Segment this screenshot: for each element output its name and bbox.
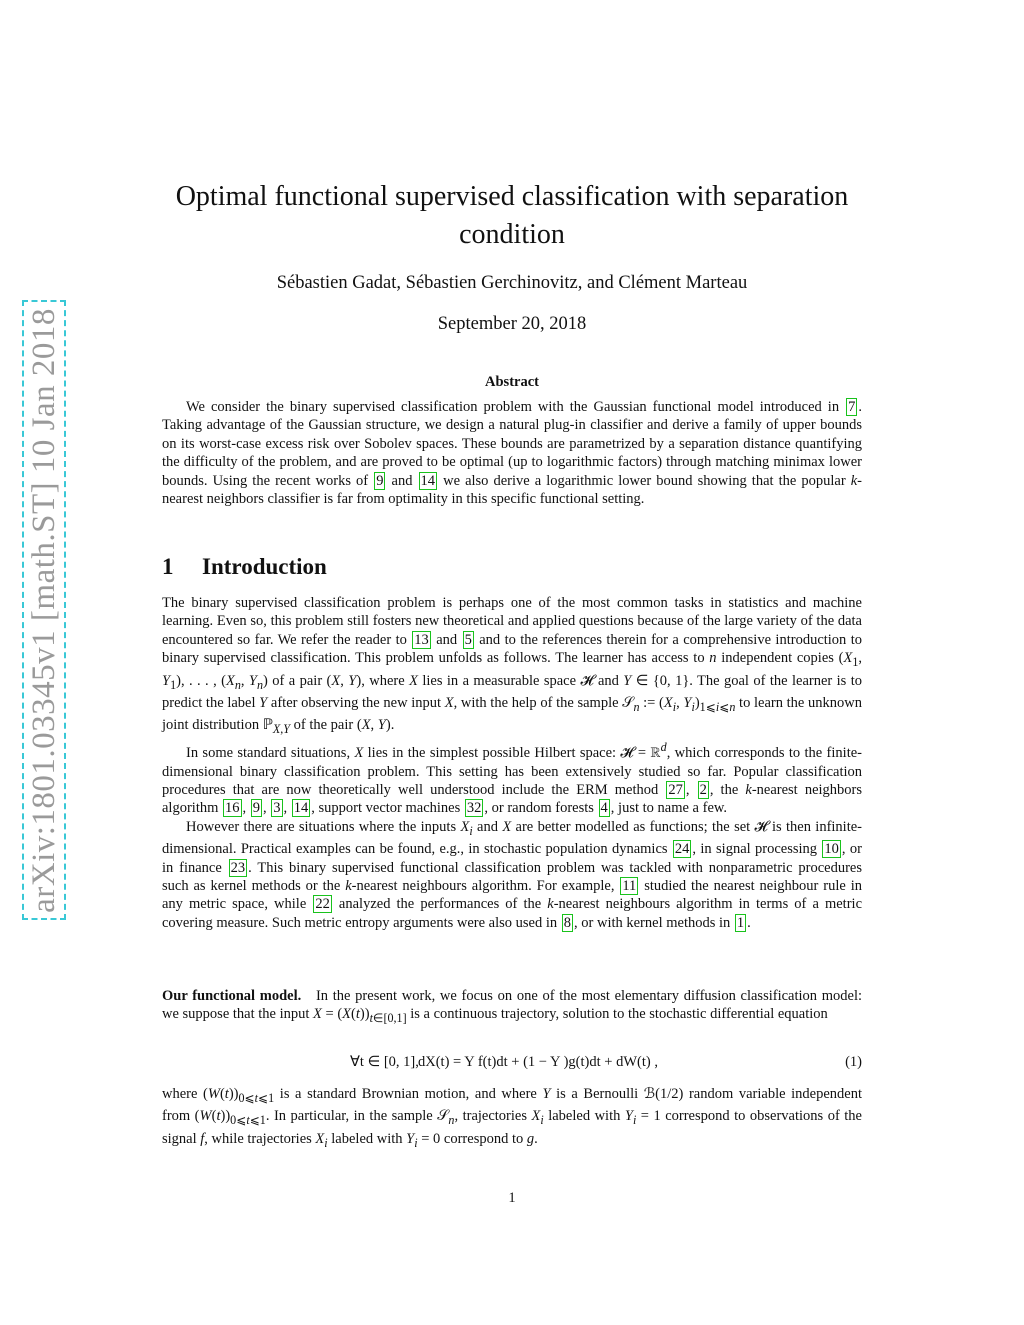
section-heading: [162, 554, 862, 580]
equation-lhs: ∀t ∈ [0, 1],: [350, 1054, 419, 1070]
citation-link[interactable]: 9: [376, 472, 384, 489]
citation-link[interactable]: 7: [848, 399, 856, 415]
paper-title: [162, 178, 862, 254]
citation-link[interactable]: 1: [736, 914, 745, 931]
model-description: [162, 1085, 862, 1152]
runin-heading: Our functional model.: [162, 988, 302, 1004]
paper-authors: Sébastien Gadat, Sébastien Gerchinovitz, and Clément Marteau: [276, 273, 748, 293]
paragraph: However there are situations where the inputs $X_i$ and X are better modelled as functions; the set 𝓗 is then infinite-dimensional. Practical examples can be found, e.g., in stochastic population dynamics 24 , in signal processing 10 , or in finance 23 . This binary supervised functional classification problem was tackled with nonparametric procedures such as kernel methods or the k-nearest neighbours algorithm. For example, 11 studied the nearest neighbour rule in any metric space, while 22 analyzed the performances of the k-nearest neighbours algorithm in terms of a metric covering measure. Such metric entropy arguments were also used in 8 , or with kernel methods in 1 .: [162, 818, 863, 931]
equation-number: (1): [845, 1054, 862, 1070]
citation-link[interactable]: 9: [252, 800, 261, 817]
citation-link[interactable]: 32: [466, 800, 482, 817]
citation-link[interactable]: 2: [699, 782, 707, 799]
equation-rhs: dX(t) = Y f(t)dt + (1 − Y )g(t)dt + dW(t) ,: [418, 1054, 658, 1070]
citation-link[interactable]: 4: [600, 800, 608, 817]
citation-link[interactable]: 27: [668, 782, 683, 799]
arxiv-stamp[interactable]: [22, 300, 66, 920]
arxiv-stamp-text: arXiv:1801.03345v1 [math.ST] 10 Jan 2018: [25, 307, 62, 913]
paper-date: September 20, 2018: [437, 314, 587, 334]
functional-model-body: [162, 987, 862, 1028]
citation-link[interactable]: 14: [420, 472, 436, 489]
paragraph: The binary supervised classification problem is perhaps one of the most common tasks in statistics and machine learning. Even so, this problem still fosters new theoretical and applied questions because of the large variety of the data encountered so far. We refer the reader to 13 and 5 and to the references therein for a comprehensive introduction to binary supervised classification. This problem unfolds as follows. The learner has access to n independent copies ($X_1$, $Y_1$), . . . , ($X_n$, $Y_n$) of a pair (X, Y), where X lies in a measurable space 𝓗 and Y ∈ {0, 1}. The goal of the learner is to predict the label Y after observing the new input X, with the help of the sample 𝒮$_n$ := ($X_i$, $Y_i)_{1⩽i⩽n}$ to learn the unknown joint distribution ℙ$_{X,Y}$ of the pair (X, Y).: [162, 595, 863, 736]
paper-title-line1: Optimal functional supervised classification with separation: [175, 181, 849, 212]
citation-link[interactable]: 10: [824, 841, 839, 858]
citation-link[interactable]: 23: [230, 859, 246, 876]
citation-link[interactable]: 13: [414, 631, 429, 648]
abstract-heading: Abstract: [485, 374, 539, 390]
citation-link[interactable]: 8: [563, 914, 572, 931]
page-number: 1: [508, 1190, 516, 1206]
paragraph: Our functional model. In the present work, we focus on one of the most elementary diffusion classification model: we suppose that the input $X = (X(t))_{t\in[0,1]}$ is a continuous trajectory, solution to the stochastic differential equation: [162, 988, 863, 1026]
citation-link[interactable]: 5: [464, 631, 472, 648]
paragraph: In some standard situations, X lies in the simplest possible Hilbert space: 𝓗 = ℝ$^d$, which corresponds to the finite-dimensional binary classification problem. This setting has been extensively studied so far. Popular classification procedures that are now theoretically well understood include the ERM method 27 , 2 , the k-nearest neighbors algorithm 16 , 9 , 3 , 14 , support vector machines 32 , or random forests 4 , just to name a few.: [162, 740, 863, 817]
citation-link[interactable]: 3: [273, 800, 281, 817]
introduction-body: [162, 594, 862, 932]
equation-1: [162, 1054, 862, 1076]
paragraph: where $(W(t))_{0⩽t⩽1}$ is a standard Brownian motion, and where Y is a Bernoulli ℬ(1/2) random variable independent from $(W(t))_{0⩽t⩽1}$. In particular, in the sample 𝒮$_n$, trajectories $X_i$ labeled with $Y_i = 1$ correspond to observations of the signal f, while trajectories $X_i$ labeled with $Y_i = 0$ correspond to g.: [162, 1086, 862, 1150]
section-title: Introduction: [202, 554, 327, 579]
citation-link[interactable]: 11: [622, 877, 637, 894]
citation-link[interactable]: 16: [225, 800, 240, 817]
abstract-text: We consider the binary supervised classification problem with the Gaussian functional model introduced in 7 . Taking advantage of the Gaussian structure, we design a natural plug-in classifier and derive a family of upper bounds on its worst-case excess risk over Sobolev spaces. These bounds are parametrized by a separation distance quantifying the difficulty of the problem, and are proved to be optimal (up to logarithmic factors) through matching minimax lower bounds. Using the recent works of 9 and 14 we also derive a logarithmic lower bound showing that the popular k-nearest neighbors classifier is far from optimality in this specific functional setting.: [162, 399, 863, 508]
paper-title-line2: condition: [459, 219, 565, 250]
citation-link[interactable]: 14: [293, 800, 309, 817]
section-number: 1: [162, 554, 174, 579]
citation-link[interactable]: 24: [674, 841, 690, 858]
citation-link[interactable]: 22: [315, 896, 330, 913]
